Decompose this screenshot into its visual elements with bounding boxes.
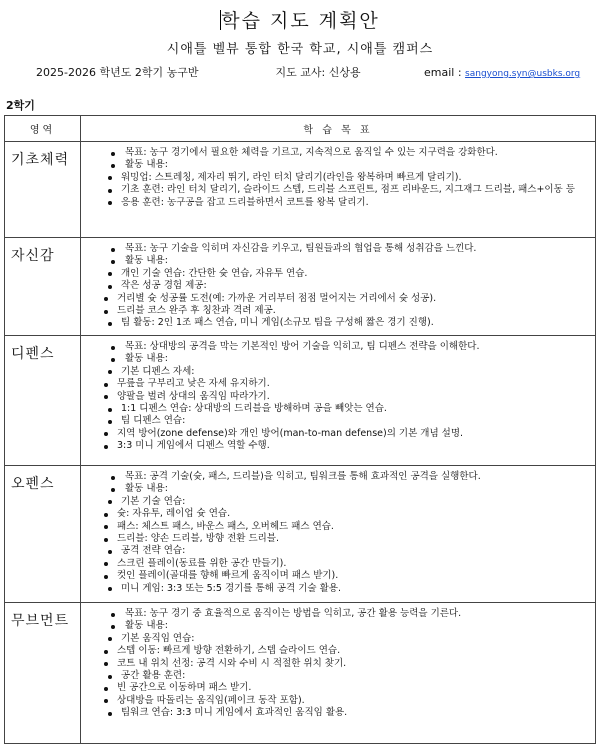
list-item-text: 패스: 체스트 패스, 바운스 패스, 오버헤드 패스 연습. — [117, 520, 334, 532]
list-level-3 — [117, 292, 591, 318]
list-level-1 — [81, 147, 591, 209]
list-item-text: 빈 공간으로 이동하며 패스 받기. — [117, 682, 252, 694]
area-cell: 기초체력 — [5, 142, 81, 238]
list-item — [81, 558, 591, 570]
list-item — [81, 508, 591, 520]
list-item — [81, 172, 591, 184]
list-item-text: 컷인 플레이(골대를 향해 빠르게 움직이며 패스 받기). — [117, 570, 339, 582]
list-level-3 — [117, 682, 591, 707]
list-item-text: 응용 훈련: 농구공을 잡고 드리블하면서 코트를 왕복 달리기. — [121, 196, 369, 208]
list-item-text: 스텝 이동: 빠르게 방향 전환하기, 스텝 슬라이드 연습. — [117, 645, 341, 657]
list-item-text: 목표: 농구 경기 중 효율적으로 움직이는 방법을 익히고, 공간 활용 능력을 기른다. — [125, 608, 462, 619]
list-item-text: 목표: 상대방의 공격을 막는 기본적인 방어 기술을 익히고, 팀 디펜스 전략을 이해한다. — [125, 341, 480, 352]
list-item-text: 공격 전략 연습: — [121, 545, 186, 557]
list-item — [81, 415, 591, 452]
list-item — [81, 695, 591, 707]
list-item-text: 미니 게임: 3:3 또는 5:5 경기를 통해 공격 기술 활용. — [121, 582, 341, 594]
list-item-text: 상대방을 따돌리는 움직임(페이크 동작 포함). — [117, 694, 305, 706]
list-item-text: 목표: 공격 기술(슛, 패스, 드리블)을 익히고, 팀워크를 통해 효과적인 공격을 실행한다. — [125, 471, 481, 482]
email-link[interactable]: sangyong.syn@usbks.org — [465, 69, 581, 79]
semester-heading: 2학기 — [6, 99, 35, 112]
list-level-2 — [117, 632, 591, 720]
area-cell: 디펜스 — [5, 336, 81, 466]
list-item — [81, 391, 591, 403]
email-label: email : — [424, 66, 462, 79]
list-level-3 — [117, 557, 591, 583]
list-item — [81, 268, 591, 280]
list-level-1 — [81, 471, 591, 595]
list-item-text: 기본 기술 연습: — [121, 495, 186, 507]
list-item-text: 기본 디펜스 자세: — [121, 365, 195, 377]
list-item-text: 1:1 디펜스 연습: 상대방의 드리블을 방해하며 공을 빼앗는 연습. — [121, 403, 387, 415]
list-item — [81, 341, 591, 353]
list-level-2 — [117, 495, 591, 595]
list-item-text: 거리별 슛 성공률 도전(예: 가까운 거리부터 점점 멀어지는 거리에서 슛 성공). — [117, 292, 437, 304]
list-item — [81, 682, 591, 694]
list-item-text: 팀워크 연습: 3:3 미니 게임에서 효과적인 움직임 활용. — [121, 707, 348, 719]
document-title[interactable] — [0, 6, 600, 33]
list-level-3 — [117, 645, 591, 670]
list-item-text: 양팔을 벌려 상대의 움직임 따라가기. — [117, 390, 270, 402]
list-item-text: 활동 내용: — [125, 159, 168, 171]
list-item — [81, 570, 591, 582]
list-item-text: 개인 기술 연습: 간단한 슛 연습, 자유투 연습. — [121, 267, 308, 279]
list-item — [81, 305, 591, 317]
list-item-text: 목표: 농구 기술을 익히며 자신감을 키우고, 팀원들과의 협업을 통해 성취감을 느낀다. — [125, 243, 477, 254]
list-item — [81, 317, 591, 329]
list-item — [81, 353, 591, 452]
list-item — [81, 280, 591, 317]
list-item-text: 슛: 자유투, 레이업 슛 연습. — [117, 508, 231, 520]
list-item — [81, 440, 591, 452]
header-goals: 학 습 목 표 — [81, 116, 596, 142]
list-item-text: 공간 활용 훈련: — [121, 670, 186, 682]
list-item — [81, 645, 591, 657]
teacher: 지도 교사: 신상용 — [275, 66, 361, 79]
list-item-text: 기본 움직임 연습: — [121, 632, 195, 644]
list-item — [81, 707, 591, 719]
list-item-text: 목표: 농구 경기에서 필요한 체력을 기르고, 지속적으로 움직일 수 있는 지구력을 강화한다. — [125, 147, 498, 158]
list-item-text: 드리블 코스 완주 후 칭찬과 격려 제공. — [117, 305, 276, 317]
list-item-text: 스크린 플레이(동료를 위한 공간 만들기). — [117, 557, 287, 569]
list-level-1 — [81, 243, 591, 330]
title-text: 학습 지도 계획안 — [221, 10, 380, 32]
list-item-text: 무릎을 구부리고 낮은 자세 유지하기. — [117, 378, 270, 390]
header-row — [5, 116, 596, 142]
list-item — [81, 378, 591, 390]
list-item — [81, 545, 591, 582]
list-item-text: 활동 내용: — [125, 353, 168, 365]
list-item — [81, 147, 591, 159]
list-level-2 — [121, 171, 591, 209]
list-item-text: 워밍업: 스트레칭, 제자리 뛰기, 라인 터치 달리기(라인을 왕복하며 빠르게 달리기). — [121, 171, 462, 183]
goals-cell — [81, 336, 596, 466]
list-item — [81, 608, 591, 620]
list-item — [81, 366, 591, 403]
list-item — [81, 496, 591, 546]
list-item — [81, 583, 591, 595]
table-row — [5, 238, 596, 336]
list-item — [81, 159, 591, 209]
term: 2025-2026 학년도 2학기 농구반 — [36, 66, 199, 79]
list-item — [81, 197, 591, 209]
list-item-text: 활동 내용: — [125, 620, 168, 632]
list-item — [81, 403, 591, 415]
list-item-text: 작은 성공 경험 제공: — [121, 280, 207, 292]
list-item — [81, 471, 591, 483]
list-item-text: 코트 내 위치 선정: 공격 시와 수비 시 적절한 위치 찾기. — [117, 657, 347, 669]
goals-cell — [81, 238, 596, 336]
list-item-text: 3:3 미니 게임에서 디펜스 역할 수행. — [117, 440, 270, 452]
goals-cell — [81, 142, 596, 238]
list-level-2 — [117, 267, 591, 330]
plan-table — [4, 115, 596, 744]
list-item — [81, 243, 591, 255]
list-item-text: 지역 방어(zone defense)와 개인 방어(man-to-man defense)의 기본 개념 설명. — [117, 427, 464, 439]
list-item — [81, 533, 591, 545]
table-row — [5, 336, 596, 466]
list-item-text: 활동 내용: — [125, 483, 168, 495]
table-row — [5, 466, 596, 603]
list-level-3 — [117, 427, 591, 453]
list-item — [81, 255, 591, 329]
list-item-text: 활동 내용: — [125, 255, 168, 267]
school-name: 시애틀 벨뷰 통합 한국 학교, 시애틀 캠퍼스 — [166, 42, 434, 57]
area-cell: 오펜스 — [5, 466, 81, 603]
list-level-3 — [117, 378, 591, 403]
list-item — [81, 658, 591, 670]
list-item-text: 팀 활동: 2인 1조 패스 연습, 미니 게임(소규모 팀을 구성해 짧은 경기 진행). — [121, 317, 434, 329]
list-item — [81, 293, 591, 305]
list-item — [81, 521, 591, 533]
list-level-3 — [117, 508, 591, 545]
list-level-1 — [81, 341, 591, 453]
goals-cell — [81, 603, 596, 744]
header-area: 영역 — [5, 116, 81, 142]
list-item — [81, 184, 591, 196]
list-item — [81, 483, 591, 595]
list-item — [81, 620, 591, 719]
table-row — [5, 603, 596, 744]
area-cell: 자신감 — [5, 238, 81, 336]
list-level-1 — [81, 608, 591, 720]
list-level-2 — [117, 365, 591, 453]
list-item — [81, 670, 591, 707]
list-item-text: 팀 디펜스 연습: — [121, 415, 186, 427]
area-cell: 무브먼트 — [5, 603, 81, 744]
list-item — [81, 428, 591, 440]
meta-line — [36, 64, 580, 80]
list-item-text: 기초 훈련: 라인 터치 달리기, 슬라이드 스텝, 드리블 스프린트, 점프 리바운드, 지그재그 드리블, 패스+이동 등 — [121, 184, 575, 196]
table-row — [5, 142, 596, 238]
list-item-text: 드리블: 양손 드리블, 방향 전환 드리블. — [117, 533, 279, 545]
list-item — [81, 633, 591, 670]
goals-cell — [81, 466, 596, 603]
